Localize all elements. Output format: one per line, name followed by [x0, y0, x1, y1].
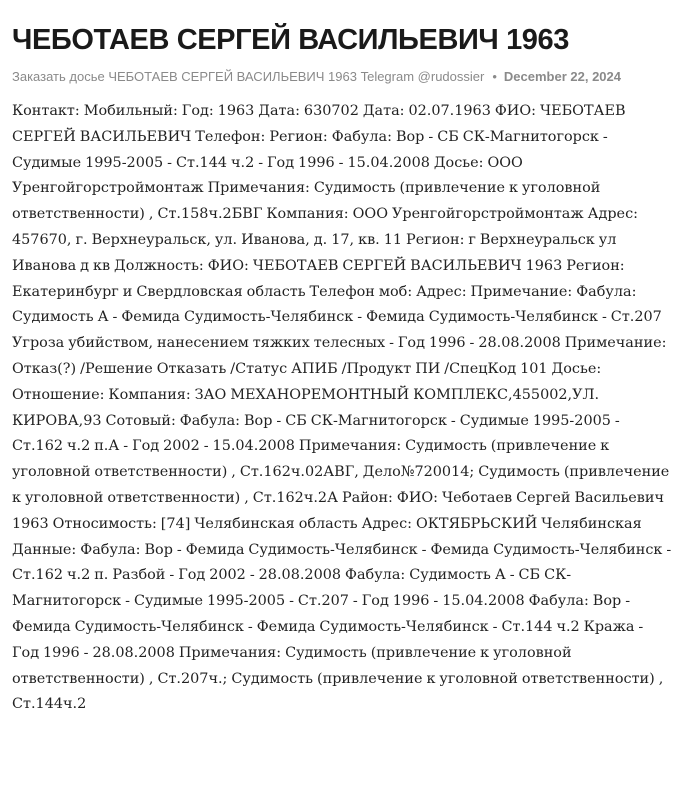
post-article	[12, 0, 672, 718]
meta-separator: •	[492, 69, 497, 84]
post-body: Контакт: Мобильный: Год: 1963 Дата: 630702 Дата: 02.07.1963 ФИО: ЧЕБОТАЕВ СЕРГЕЙ ВАСИЛЬЕВИЧ Телефон: Регион: Фабула: Вор - СБ СК-Магнитогорск - Судимые 1995-2005 - Ст.144 ч.2 - Год 1996 - 15.04.2008 Досье: ООО Уренгойгорстроймонтаж Примечания: Судимость (привлечение к уголовной ответственности) , Ст.158ч.2БВГ Компания: ООО Уренгойгорстроймонтаж Адрес: 457670, г. Верхнеуральск, ул. Иванова, д. 17, кв. 11 Регион: г Верхнеуральск ул Иванова д кв Должность: ФИО: ЧЕБОТАЕВ СЕРГЕЙ ВАСИЛЬЕВИЧ 1963 Регион: Екатеринбург и Свердловская область Телефон моб: Адрес: Примечание: Фабула: Судимость А - Фемида Судимость-Челябинск - Фемида Судимость-Челябинск - Ст.207 Угроза убийством, нанесением тяжких телесных - Год 1996 - 28.08.2008 Примечание: Отказ(?) /Решение Отказать /Статус АПИБ /Продукт ПИ /СпецКод 101 Досье: Отношение: Компания: ЗАО МЕХАНОРЕМОНТНЫЙ КОМПЛЕКС,455002,УЛ. КИРОВА,93 Сотовый: Фабула: Вор - СБ СК-Магнитогорск - Судимые 1995-2005 - Ст.162 ч.2 п.А - Год 2002 - 15.04.2008 Примечания: Судимость (привлечение к уголовной ответственности) , Ст.162ч.02АВГ, Дело№720014; Судимость (привлечение к уголовной ответственности) , Ст.162ч.2А Район: ФИО: Чеботаев Сергей Васильевич 1963 Относимость: [74] Челябинская область Адрес: ОКТЯБРЬСКИЙ Челябинская Данные: Фабула: Вор - Фемида Судимость-Челябинск - Фемида Судимость-Челябинск - Ст.162 ч.2 п. Разбой - Год 2002 - 28.08.2008 Фабула: Судимость А - СБ СК-Магнитогорск - Судимые 1995-2005 - Ст.207 - Год 1996 - 15.04.2008 Фабула: Вор - Фемида Судимость-Челябинск - Фемида Судимость-Челябинск - Ст.144 ч.2 Кража - Год 1996 - 28.08.2008 Примечания: Судимость (привлечение к уголовной ответственности) , Ст.207ч.; Судимость (привлечение к уголовной ответственности) , Ст.144ч.2	[12, 103, 672, 713]
post-date: December 22, 2024	[503, 69, 621, 84]
post-meta	[12, 69, 672, 85]
post-title: ЧЕБОТАЕВ СЕРГЕЙ ВАСИЛЬЕВИЧ 1963	[12, 24, 569, 56]
post-source-link[interactable]: Заказать досье ЧЕБОТАЕВ СЕРГЕЙ ВАСИЛЬЕВИЧ 1963 Telegram @rudossier	[12, 69, 485, 84]
